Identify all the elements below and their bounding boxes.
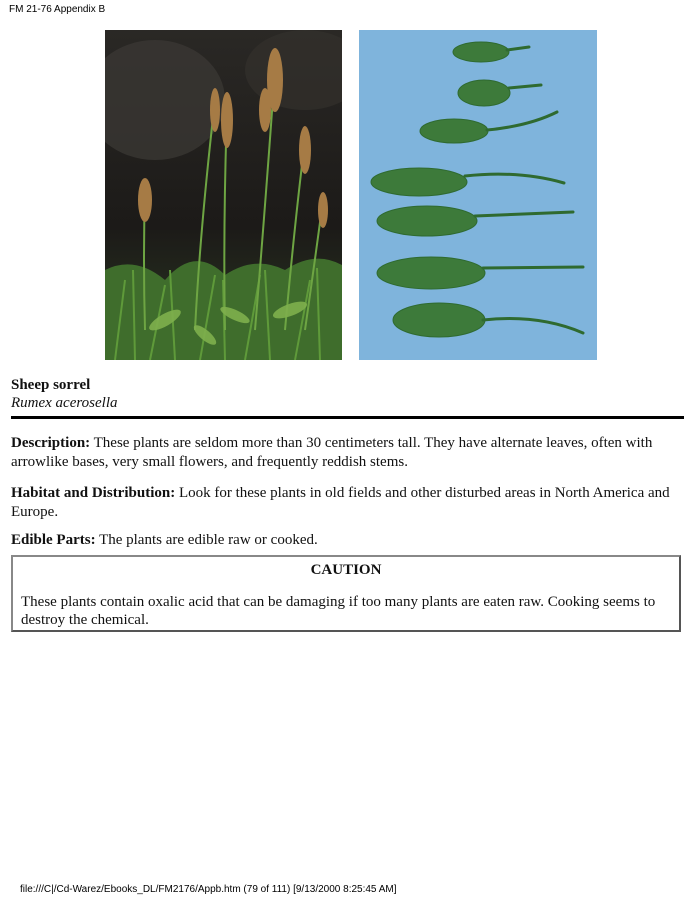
description-label: Description: [11,435,91,451]
plant-name-block [11,376,118,412]
description-paragraph [11,434,687,472]
common-name: Sheep sorrel [11,377,91,393]
scientific-name: Rumex acerosella [11,395,118,411]
caution-title: CAUTION [310,562,382,578]
habitat-text: Look for these plants in old fields and other disturbed areas in North America and Europe. [11,485,670,520]
edible-paragraph [11,531,687,550]
caution-text: These plants contain oxalic acid that can be damaging if too many plants are eaten raw. Cooking seems to destroy the chemical. [21,594,656,628]
page-footer: file:///C|/Cd-Warez/Ebooks_DL/FM2176/Appb.htm (79 of 111) [9/13/2000 8:25:45 AM] [20,884,397,895]
description-text: These plants are seldom more than 30 centimeters tall. They have alternate leaves, often with arrowlike bases, very small flowers, and frequently reddish stems. [11,435,653,470]
plant-photo [105,30,342,360]
divider-rule [11,416,684,419]
edible-label: Edible Parts: [11,532,96,548]
leaves-photo [359,30,597,360]
habitat-label: Habitat and Distribution: [11,485,176,501]
habitat-paragraph [11,484,687,522]
caution-box [11,555,681,632]
edible-text: The plants are edible raw or cooked. [95,532,318,548]
page-header: FM 21-76 Appendix B [9,4,106,15]
